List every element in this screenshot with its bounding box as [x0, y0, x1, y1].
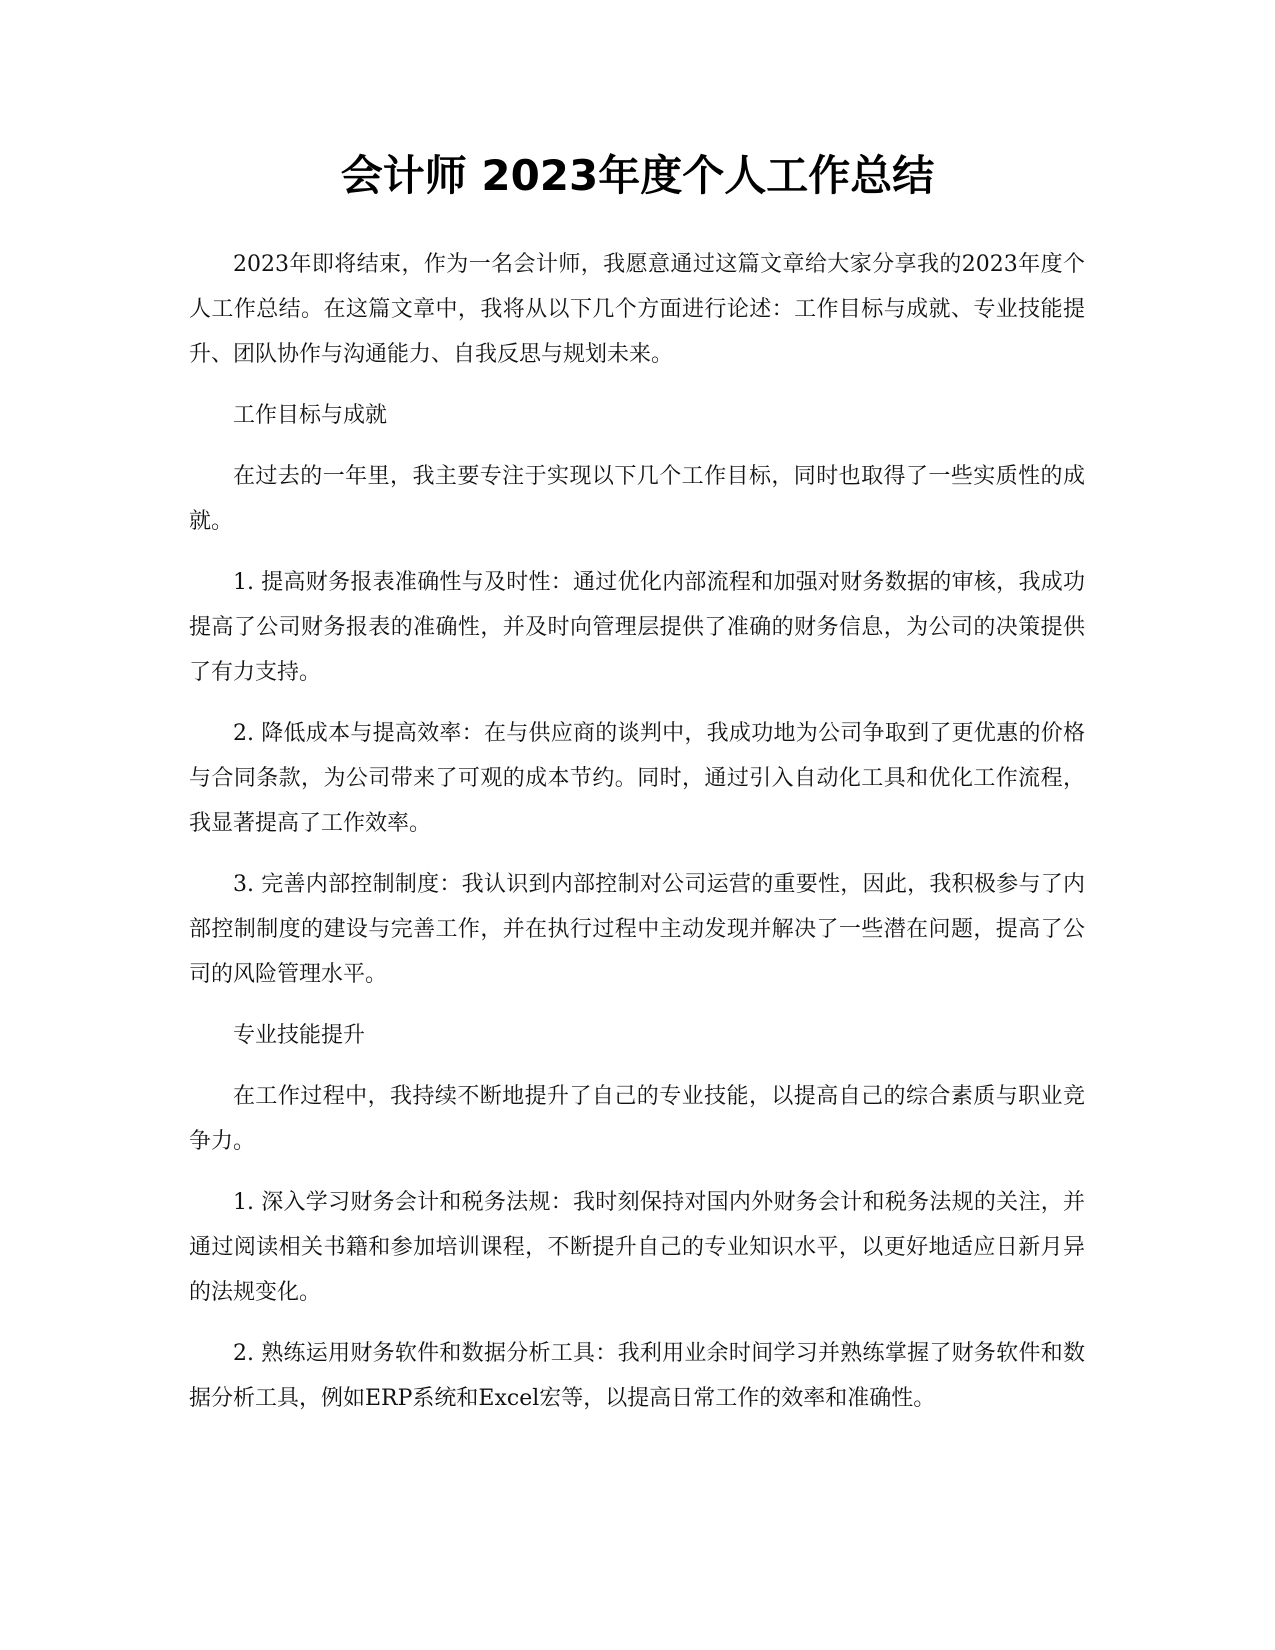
paragraph-goals-intro: 在过去的一年里，我主要专注于实现以下几个工作目标，同时也取得了一些实质性的成就。 — [189, 464, 1085, 534]
paragraph-skill-2: 2. 熟练运用财务软件和数据分析工具：我利用业余时间学习并熟练掌握了财务软件和数据分析工具，例如ERP系统和Excel宏等，以提高日常工作的效率和准确性。 — [189, 1341, 1085, 1411]
document-title: 会计师 2023年度个人工作总结 — [340, 151, 935, 200]
section-heading-skills: 专业技能提升 — [233, 1023, 366, 1048]
section-heading-goals: 工作目标与成就 — [233, 403, 388, 428]
paragraph-goal-2: 2. 降低成本与提高效率：在与供应商的谈判中，我成功地为公司争取到了更优惠的价格与合同条款，为公司带来了可观的成本节约。同时，通过引入自动化工具和优化工作流程，我显著提高了工作效率。 — [189, 721, 1085, 836]
paragraph-skill-1: 1. 深入学习财务会计和税务法规：我时刻保持对国内外财务会计和税务法规的关注，并通过阅读相关书籍和参加培训课程，不断提升自己的专业知识水平，以更好地适应日新月异的法规变化。 — [189, 1190, 1085, 1305]
paragraph-intro: 2023年即将结束，作为一名会计师，我愿意通过这篇文章给大家分享我的2023年度个人工作总结。在这篇文章中，我将从以下几个方面进行论述：工作目标与成就、专业技能提升、团队协作与沟通能力、自我反思与规划未来。 — [189, 252, 1085, 367]
document-body — [189, 242, 1085, 1437]
paragraph-skills-intro: 在工作过程中，我持续不断地提升了自己的专业技能，以提高自己的综合素质与职业竞争力。 — [189, 1084, 1085, 1154]
paragraph-goal-1: 1. 提高财务报表准确性与及时性：通过优化内部流程和加强对财务数据的审核，我成功提高了公司财务报表的准确性，并及时向管理层提供了准确的财务信息，为公司的决策提供了有力支持。 — [189, 570, 1085, 685]
paragraph-goal-3: 3. 完善内部控制制度：我认识到内部控制对公司运营的重要性，因此，我积极参与了内部控制制度的建设与完善工作，并在执行过程中主动发现并解决了一些潜在问题，提高了公司的风险管理水平。 — [189, 872, 1085, 987]
